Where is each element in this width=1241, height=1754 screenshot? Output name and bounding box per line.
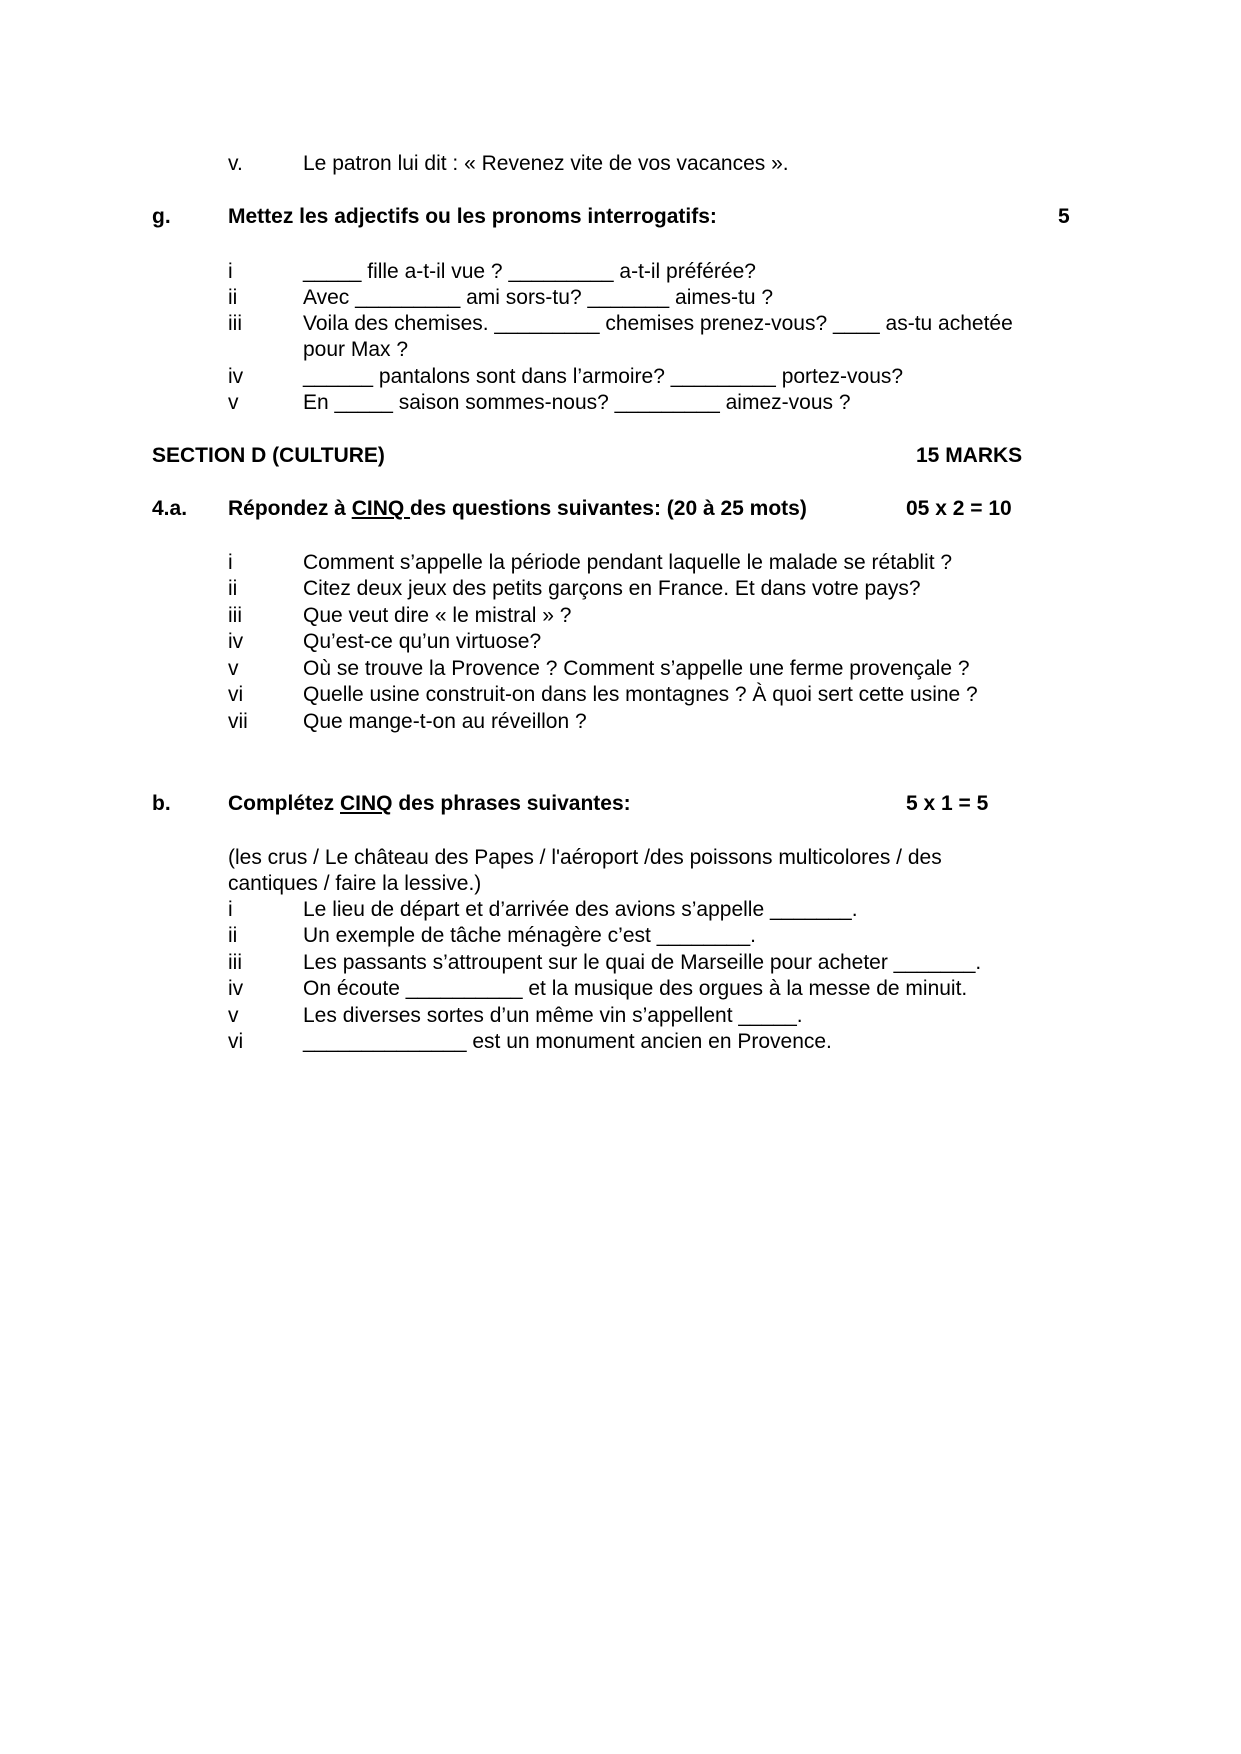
item-number: ii (228, 286, 238, 309)
section-4a-label: 4.a. (152, 497, 188, 520)
item-text: Les diverses sortes d’un même vin s’appellent _____. (303, 1004, 803, 1027)
item-text: Où se trouve la Provence ? Comment s’appelle une ferme provençale ? (303, 657, 970, 680)
item-text: Comment s’appelle la période pendant laquelle le malade se rétablit ? (303, 551, 953, 574)
item-number: ii (228, 924, 238, 947)
item-number: i (228, 898, 233, 921)
item-number: iv (228, 365, 244, 388)
item-text: Voila des chemises. _________ chemises prenez-vous? ____ as-tu achetée (303, 312, 1013, 335)
item-text-continued: pour Max ? (303, 338, 409, 361)
item-text: Quelle usine construit-on dans les montagnes ? À quoi sert cette usine ? (303, 683, 978, 706)
item-text: Citez deux jeux des petits garçons en France. Et dans votre pays? (303, 577, 921, 600)
item-number: v (228, 1004, 239, 1027)
item-number: iii (228, 951, 242, 974)
item-number: vii (228, 710, 248, 733)
item-text: Que veut dire « le mistral » ? (303, 604, 572, 627)
section-4a-marks: 05 x 2 = 10 (906, 497, 1012, 520)
section-d-title: SECTION D (CULTURE) (152, 444, 385, 467)
section-b-label: b. (152, 792, 171, 815)
item-text: Les passants s’attroupent sur le quai de Marseille pour acheter _______. (303, 951, 982, 974)
section-g-title: Mettez les adjectifs ou les pronoms interrogatifs: (228, 205, 717, 228)
item-number: vi (228, 683, 244, 706)
section-b-title: Complétez CINQ des phrases suivantes: (228, 792, 631, 815)
item-number: iii (228, 604, 242, 627)
item-text: On écoute __________ et la musique des orgues à la messe de minuit. (303, 977, 968, 1000)
item-number: ii (228, 577, 238, 600)
options-list: (les crus / Le château des Papes / l'aéroport /des poissons multicolores / des (228, 846, 942, 869)
item-text: Que mange-t-on au réveillon ? (303, 710, 587, 733)
item-text: En _____ saison sommes-nous? _________ aimez-vous ? (303, 391, 851, 414)
section-g-label: g. (152, 205, 171, 228)
item-number: iv (228, 630, 244, 653)
item-number: i (228, 551, 233, 574)
item-number: iv (228, 977, 244, 1000)
item-number: iii (228, 312, 242, 335)
item-text: ______________ est un monument ancien en Provence. (303, 1030, 832, 1053)
item-number: vi (228, 1030, 244, 1053)
section-4a-title: Répondez à CINQ des questions suivantes: (20 à 25 mots) (228, 497, 807, 520)
item-number: v. (228, 152, 243, 175)
item-text: _____ fille a-t-il vue ? _________ a-t-il préférée? (303, 260, 756, 283)
item-text: ______ pantalons sont dans l’armoire? _________ portez-vous? (303, 365, 904, 388)
item-text: Le lieu de départ et d’arrivée des avions s’appelle _______. (303, 898, 858, 921)
item-text: Qu’est-ce qu’un virtuose? (303, 630, 542, 653)
item-number: i (228, 260, 233, 283)
item-number: v (228, 391, 239, 414)
item-number: v (228, 657, 239, 680)
item-text: Avec _________ ami sors-tu? _______ aimes-tu ? (303, 286, 774, 309)
section-b-marks: 5 x 1 = 5 (906, 792, 989, 815)
section-g-marks: 5 (1058, 205, 1070, 228)
item-text: Un exemple de tâche ménagère c’est ________. (303, 924, 756, 947)
section-d-marks: 15 MARKS (916, 444, 1023, 467)
options-list-continued: cantiques / faire la lessive.) (228, 872, 482, 895)
item-text: Le patron lui dit : « Revenez vite de vos vacances ». (303, 152, 789, 175)
